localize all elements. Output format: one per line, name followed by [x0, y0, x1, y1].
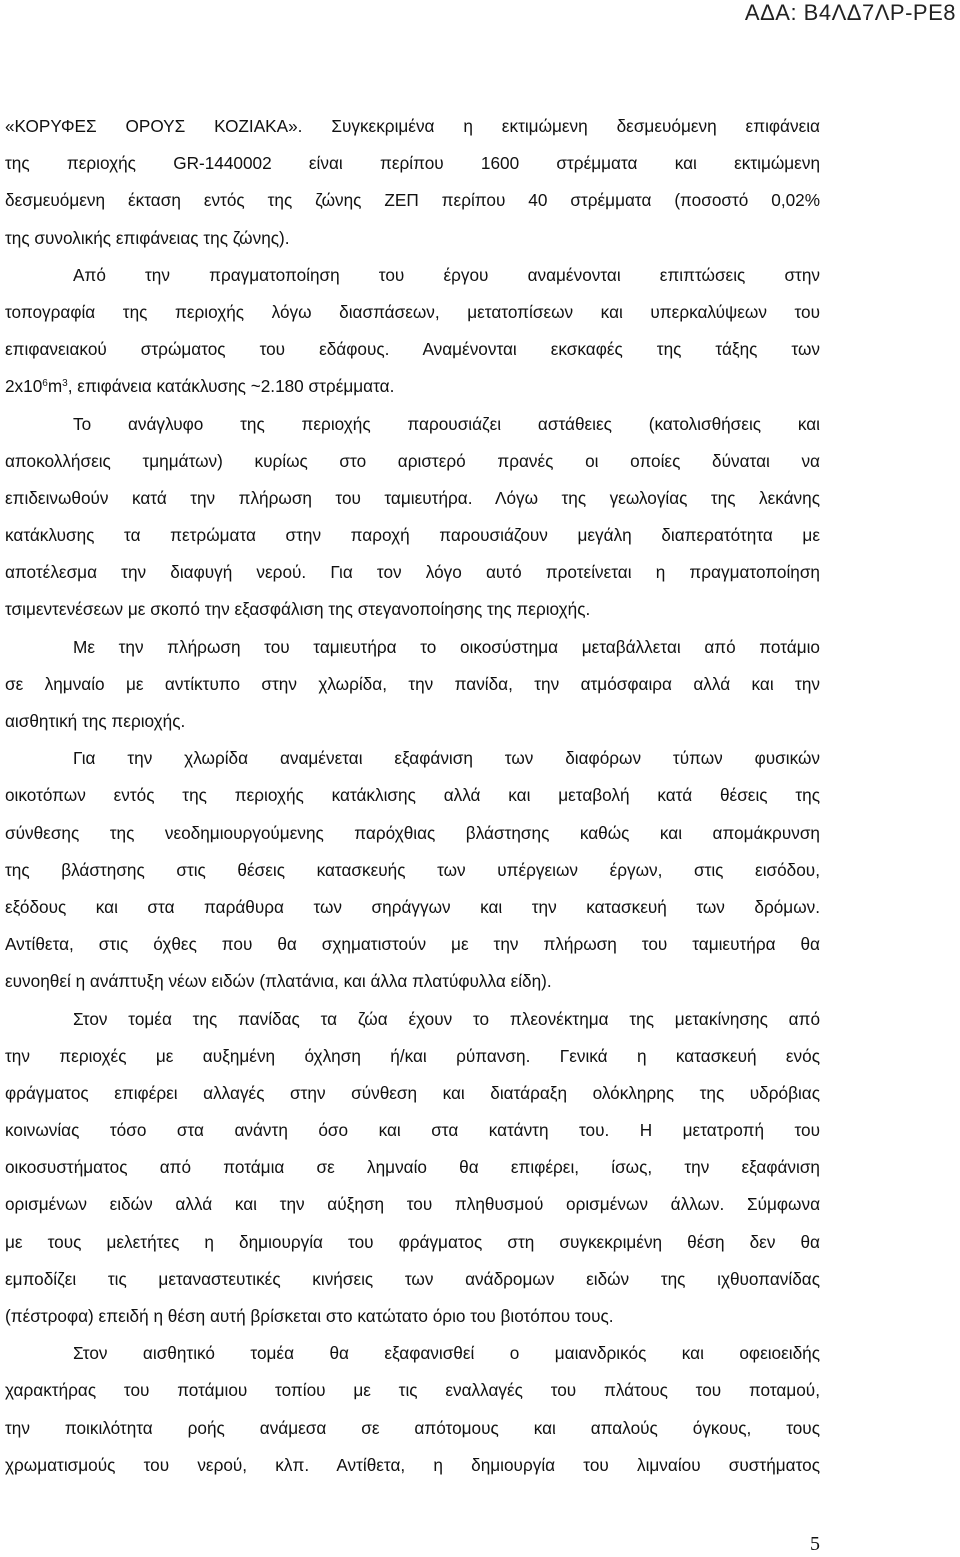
text-line: Στον αισθητικό τομέα θα εξαφανισθεί ο μαιανδρικός και οφειοειδής [73, 1343, 820, 1364]
text-line: Από την πραγματοποίηση του έργου αναμένονται επιπτώσεις στην [73, 264, 820, 285]
text-line: Το ανάγλυφο της περιοχής παρουσιάζει αστάθειες (κατολισθήσεις και [73, 413, 820, 434]
text-line: φράγματος επιφέρει αλλαγές στην σύνθεση και διατάραξη ολόκληρης της υδρόβιας [5, 1082, 820, 1103]
text-line: Με την πλήρωση του ταμιευτήρα το οικοσύστημα μεταβάλλεται από ποτάμιο [73, 636, 820, 657]
text-line: σε λημναίο με αντίκτυπο στην χλωρίδα, την πανίδα, την ατμόσφαιρα αλλά και την [5, 673, 820, 694]
text-line: επιφανειακού στρώματος του εδάφους. Αναμένονται εκσκαφές της τάξης των [5, 339, 820, 360]
text-line: της περιοχής GR-1440002 είναι περίπου 1600 στρέμματα και εκτιμώμενη [5, 153, 820, 174]
text-line: (πέστροφα) επειδή η θέση αυτή βρίσκεται στο κατώτατο όριο του βιοτόπου τους. [5, 1306, 614, 1326]
body-text [5, 108, 820, 1484]
text-line: επιδεινωθούν κατά την πλήρωση του ταμιευτήρα. Λόγω της γεωλογίας της λεκάνης [5, 487, 820, 508]
text-line: τσιμεντενέσεων με σκοπό την εξασφάλιση της στεγανοποίησης της περιοχής. [5, 599, 591, 620]
text-line: Για την χλωρίδα αναμένεται εξαφάνιση των διαφόρων τύπων φυσικών [73, 748, 820, 769]
text-line: Στον τομέα της πανίδας τα ζώα έχουν το πλεονέκτημα της μετακίνησης από [73, 1008, 820, 1029]
text-line: οικοσυστήματος από ποτάμια σε λημναίο θα επιφέρει, ίσως, την εξαφάνιση [5, 1157, 820, 1178]
superscript: 3 [62, 378, 68, 390]
ada-code: ΑΔΑ: Β4ΛΔ7ΛΡ-ΡΕ8 [744, 0, 956, 25]
text-line: δεσμευόμενη έκταση εντός της ζώνης ΖΕΠ περίπου 40 στρέμματα (ποσοστό 0,02% [5, 190, 820, 211]
text-line: χαρακτήρας του ποτάμιου τοπίου με τις εναλλαγές του πλάτους του ποταμού, [5, 1380, 820, 1401]
text-fragment: , επιφάνεια κατάκλυσης ~2.180 στρέμματα. [67, 376, 395, 397]
text-line: εμποδίζει τις μεταναστευτικές κινήσεις των ανάδρομων ειδών της ιχθυοπανίδας [5, 1268, 820, 1289]
text-line: κατάκλυσης τα πετρώματα στην παροχή παρουσιάζουν μεγάλη διαπερατότητα με [5, 525, 820, 546]
text-line: με τους μελετήτες η δημιουργία του φράγματος στη συγκεκριμένη θέση δεν θα [5, 1231, 820, 1252]
text-line: της βλάστησης στις θέσεις κατασκευής των υπέργειων έργων, στις εισόδου, [5, 859, 820, 880]
text-fragment: m [47, 376, 63, 397]
page-number: 5 [810, 1533, 820, 1555]
text-line-with-superscripts [5, 368, 820, 405]
text-line: την ποικιλότητα ροής ανάμεσα σε απότομους και απαλούς όγκους, τους [5, 1417, 820, 1438]
text-line: οικοτόπων εντός της περιοχής κατάκλισης αλλά και μεταβολή κατά θέσεις της [5, 785, 820, 806]
text-line: αισθητική της περιοχής. [5, 711, 186, 731]
text-line: Αντίθετα, στις όχθες που θα σχηματιστούν με την πλήρωση του ταμιευτήρα θα [5, 934, 820, 955]
text-line: «ΚΟΡΥΦΕΣ ΟΡΟΥΣ ΚΟΖΙΑΚΑ». Συγκεκριμένα η εκτιμώμενη δεσμευόμενη επιφάνεια [5, 116, 820, 136]
text-line: της συνολικής επιφάνειας της ζώνης). [5, 227, 290, 248]
text-fragment: 2x10 [5, 376, 43, 397]
text-line: εξόδους και στα παράθυρα των σηράγγων και την κατασκευή των δρόμων. [5, 896, 820, 917]
superscript: 6 [42, 378, 48, 390]
text-line: αποκολλήσεις τμημάτων) κυρίως στο αριστερό πρανές οι οποίες δύναται να [5, 450, 820, 471]
text-line: τοπογραφία της περιοχής λόγω διασπάσεων, μετατοπίσεων και υπερκαλύψεων του [5, 301, 820, 322]
text-line: κοινωνίας τόσο στα ανάντη όσο και στα κατάντη του. Η μετατροπή του [5, 1120, 820, 1141]
text-line: αποτέλεσμα την διαφυγή νερού. Για τον λόγο αυτό προτείνεται η πραγματοποίηση [5, 562, 820, 583]
text-line: ευνοηθεί η ανάπτυξη νέων ειδών (πλατάνια, και άλλα πλατύφυλλα είδη). [5, 971, 552, 992]
text-line: ορισμένων ειδών αλλά και την αύξηση του πληθυσμού ορισμένων άλλων. Σύμφωνα [5, 1194, 820, 1215]
text-line: την περιοχές με αυξημένη όχληση ή/και ρύπανση. Γενικά η κατασκευή ενός [5, 1045, 820, 1066]
text-line: σύνθεσης της νεοδημιουργούμενης παρόχθιας βλάστησης καθώς και απομάκρυνση [5, 822, 820, 843]
text-line: χρωματισμούς του νερού, κλπ. Αντίθετα, η δημιουργία του λιμναίου συστήματος [5, 1454, 820, 1475]
